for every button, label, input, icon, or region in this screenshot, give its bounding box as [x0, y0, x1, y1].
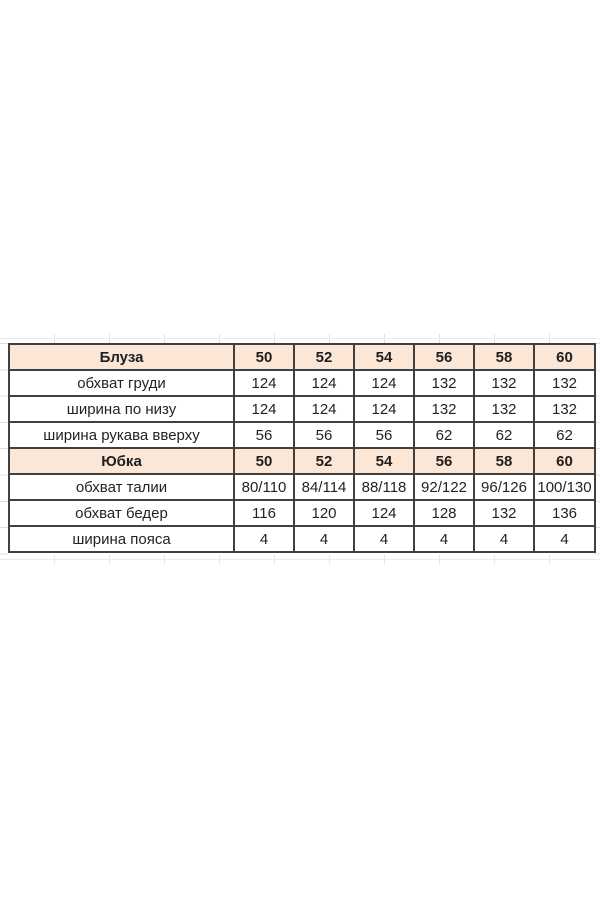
measure-label: ширина по низу	[9, 396, 234, 422]
value-cell: 132	[534, 396, 595, 422]
size-header-cell: 54	[354, 448, 414, 474]
value-cell: 62	[474, 422, 534, 448]
size-header-cell: 52	[294, 344, 354, 370]
section-header-row-skirt	[9, 448, 595, 474]
table-row	[9, 422, 595, 448]
value-cell: 4	[414, 526, 474, 552]
size-header-cell: 56	[414, 344, 474, 370]
value-cell: 132	[534, 370, 595, 396]
size-header-cell: 56	[414, 448, 474, 474]
measure-label: обхват бедер	[9, 500, 234, 526]
value-cell: 124	[354, 370, 414, 396]
value-cell: 56	[354, 422, 414, 448]
value-cell: 100/130	[534, 474, 595, 500]
value-cell: 62	[414, 422, 474, 448]
measure-label: обхват талии	[9, 474, 234, 500]
measure-label: ширина пояса	[9, 526, 234, 552]
table-row	[9, 474, 595, 500]
value-cell: 4	[474, 526, 534, 552]
section-title: Блуза	[9, 344, 234, 370]
table-row	[9, 370, 595, 396]
value-cell: 132	[474, 396, 534, 422]
size-header-cell: 58	[474, 448, 534, 474]
section-header-row-blouse	[9, 344, 595, 370]
value-cell: 132	[414, 370, 474, 396]
size-header-cell: 54	[354, 344, 414, 370]
value-cell: 124	[294, 396, 354, 422]
value-cell: 88/118	[354, 474, 414, 500]
value-cell: 128	[414, 500, 474, 526]
value-cell: 124	[354, 396, 414, 422]
value-cell: 56	[234, 422, 294, 448]
value-cell: 132	[474, 500, 534, 526]
value-cell: 124	[354, 500, 414, 526]
table-row	[9, 526, 595, 552]
size-header-cell: 50	[234, 344, 294, 370]
value-cell: 116	[234, 500, 294, 526]
value-cell: 124	[234, 396, 294, 422]
gridline-stubs-left	[0, 343, 8, 555]
value-cell: 96/126	[474, 474, 534, 500]
value-cell: 62	[534, 422, 595, 448]
size-header-cell: 60	[534, 344, 595, 370]
value-cell: 92/122	[414, 474, 474, 500]
value-cell: 4	[534, 526, 595, 552]
value-cell: 132	[474, 370, 534, 396]
value-cell: 56	[294, 422, 354, 448]
size-header-cell: 60	[534, 448, 595, 474]
value-cell: 80/110	[234, 474, 294, 500]
size-table	[8, 343, 596, 553]
value-cell: 124	[234, 370, 294, 396]
table-row	[9, 500, 595, 526]
value-cell: 132	[414, 396, 474, 422]
value-cell: 124	[294, 370, 354, 396]
value-cell: 136	[534, 500, 595, 526]
gridline-top	[0, 338, 600, 339]
size-header-cell: 50	[234, 448, 294, 474]
value-cell: 4	[294, 526, 354, 552]
value-cell: 84/114	[294, 474, 354, 500]
value-cell: 4	[354, 526, 414, 552]
size-header-cell: 58	[474, 344, 534, 370]
value-cell: 120	[294, 500, 354, 526]
section-title: Юбка	[9, 448, 234, 474]
size-header-cell: 52	[294, 448, 354, 474]
measure-label: обхват груди	[9, 370, 234, 396]
table-row	[9, 396, 595, 422]
gridline-bottom	[0, 559, 600, 560]
value-cell: 4	[234, 526, 294, 552]
measure-label: ширина рукава вверху	[9, 422, 234, 448]
